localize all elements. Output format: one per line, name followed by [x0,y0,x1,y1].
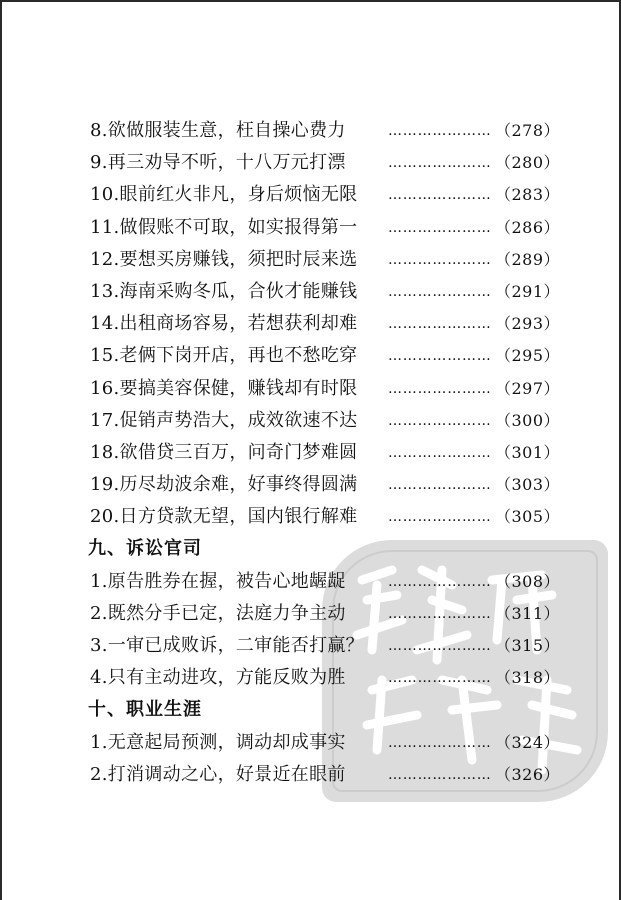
toc-dot-leader: ………………… [388,123,492,139]
toc-entry-12 [90,246,590,278]
toc-dot-leader: ………………… [388,573,492,590]
page-border-left [0,0,2,900]
toc-page-number: （286） [495,217,561,237]
toc-dot-leader: ………………… [388,316,492,333]
toc-entry-title: 13.海南采购冬瓜，合伙才能赚钱 [90,280,358,302]
toc-entry-17 [90,407,590,439]
toc-page-number: （318） [495,668,561,688]
toc-page-number: （324） [495,732,561,752]
toc-entry-title: 2.打消调动之心，好景近在眼前 [90,763,346,785]
toc-entry-title: 20.日方贷款无望，国内银行解难 [90,506,358,528]
toc-entry-18 [90,439,590,471]
toc-entry-litigation-3 [90,632,590,664]
toc-dot-leader: ………………… [388,412,492,429]
section-heading-career [90,696,590,728]
page-border-top [0,0,621,2]
toc-entry-title: 15.老俩下岗开店，再也不愁吃穿 [90,345,358,367]
toc-page-number: （301） [495,442,561,462]
toc-entry-15 [90,342,590,374]
toc-entry-14 [90,310,590,342]
toc-entry-title: 4.只有主动进攻，方能反败为胜 [90,667,346,689]
toc-entry-20 [90,503,590,535]
toc-dot-leader: ………………… [388,477,492,494]
toc-entry-title: 1.无意起局预测，调动却成事实 [90,731,346,753]
toc-page-number: （303） [495,475,561,495]
toc-dot-leader: ………………… [388,444,492,461]
toc-entry-16 [90,375,590,407]
toc-entry-19 [90,471,590,503]
toc-dot-leader: ………………… [388,734,492,751]
toc-entry-title: 19.历尽劫波余难，好事终得圆满 [90,474,358,496]
toc-page-number: （291） [495,281,561,301]
toc-dot-leader: ………………… [388,638,492,654]
toc-entry-career-2 [90,761,590,793]
toc-page-number: （280） [495,153,561,173]
toc-page-number: （326） [495,764,561,784]
toc-entry-litigation-4 [90,664,590,696]
toc-page-number: （283） [495,185,561,205]
toc-entry-title: 11.做假账不可取，如实报得第一 [90,216,358,238]
toc-entry-title: 14.出租商场容易，若想获利却难 [90,313,358,335]
toc-entry-litigation-1 [90,568,590,600]
toc-page-number: （278） [495,121,561,140]
toc-dot-leader: ………………… [388,155,492,172]
toc-dot-leader: ………………… [388,219,492,236]
toc-entry-title: 16.要搞美容保健，赚钱却有时限 [90,377,358,399]
toc-page-number: （289） [495,249,561,269]
toc-entry-11 [90,214,590,246]
toc-entry-litigation-2 [90,600,590,632]
toc-entry-title: 8.欲做服装生意，枉自操心费力 [90,120,346,141]
toc-entry-13 [90,278,590,310]
toc-page-number: （308） [495,571,561,591]
toc-dot-leader: ………………… [388,283,492,300]
toc-entry-9 [90,149,590,181]
toc-page-number: （311） [495,603,561,623]
toc-entry-10 [90,181,590,213]
toc-dot-leader: ………………… [388,766,492,783]
toc-page-number: （305） [495,507,561,527]
toc-entry-title: 17.促销声势浩大，成效欲速不达 [90,409,358,431]
toc-page-number: （300） [495,410,561,430]
toc-entry-title: 9.再三劝导不听，十八万元打漂 [90,152,346,174]
toc-entry-title: 3.一审已成败诉，二审能否打赢？ [90,635,364,656]
toc-entry-title: 1.原告胜券在握，被告心地龌龊 [90,570,346,592]
toc-entry-title: 10.眼前红火非凡，身后烦恼无限 [90,184,358,206]
table-of-contents [90,117,590,793]
toc-page-number: （297） [495,378,561,398]
section-title: 十、职业生涯 [88,699,202,721]
toc-dot-leader: ………………… [388,187,492,204]
toc-page-number: （315） [495,636,561,655]
toc-entry-career-1 [90,729,590,761]
toc-dot-leader: ………………… [388,605,492,622]
section-title: 九、诉讼官司 [88,538,202,560]
toc-dot-leader: ………………… [388,380,492,397]
toc-dot-leader: ………………… [388,251,492,268]
toc-entry-title: 12.要想买房赚钱，须把时辰来选 [90,248,358,270]
toc-entry-title: 18.欲借贷三百万，问奇门梦难圆 [90,441,358,463]
toc-dot-leader: ………………… [388,670,492,687]
toc-dot-leader: ………………… [388,348,492,365]
toc-entry-8 [90,117,590,149]
toc-page-number: （295） [495,346,561,366]
toc-dot-leader: ………………… [388,509,492,526]
section-heading-litigation [90,535,590,567]
toc-entry-title: 2.既然分手已定，法庭力争主动 [90,602,346,624]
toc-page-number: （293） [495,314,561,334]
